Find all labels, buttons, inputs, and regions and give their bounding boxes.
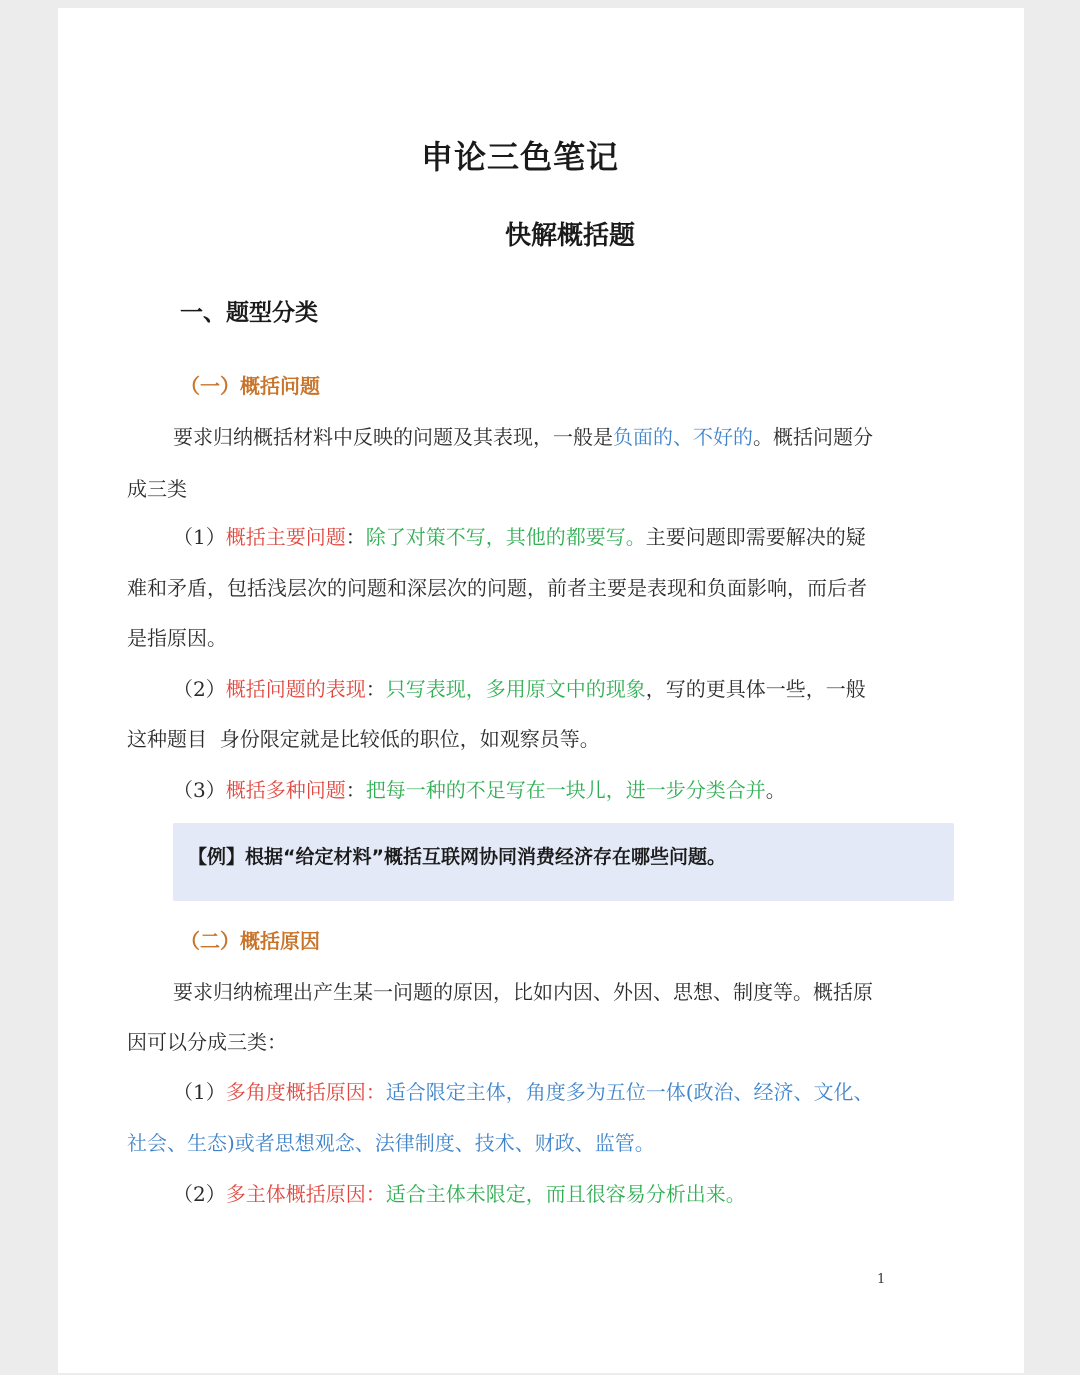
problems-intro-line1 [173,421,873,450]
problems-item1-line3: 是指原因。 [127,626,227,650]
item-number: （1） [173,525,226,549]
item-label: 多主体概括原因： [225,1182,386,1206]
item-text: ，写的更具体一些，一般 [645,677,866,701]
item-colon: ： [365,677,386,701]
item-green-text: 适合主体未限定，而且很容易分析出来。 [385,1182,746,1206]
problems-item1-line1 [173,521,866,550]
item-label: 概括多种问题 [225,778,346,802]
subsection-heading-causes: （二）概括原因 [180,929,320,953]
item-colon: ： [345,525,366,549]
causes-item2-line1 [173,1178,746,1207]
causes-intro-line1: 要求归纳梳理出产生某一问题的原因，比如内因、外因、思想、制度等。概括原 [173,980,873,1004]
problems-item2-line1 [173,673,866,702]
problems-intro-line2: 成三类 [127,477,187,501]
item-label: 多角度概括原因： [225,1080,386,1104]
item-number: （2） [173,677,226,701]
intro-text: 要求归纳概括材料中反映的问题及其表现，一般是 [173,425,613,449]
item-green-text: 除了对策不写，其他的都要写。 [365,525,646,549]
item-number: （3） [173,778,226,802]
item-end: 。 [765,778,786,802]
problems-item1-line2: 难和矛盾，包括浅层次的问题和深层次的问题，前者主要是表现和负面影响，而后者 [127,576,867,600]
section-heading-1: 一、题型分类 [180,300,318,326]
causes-item1-line1 [173,1076,874,1105]
example-text: 【例】根据“给定材料”概括互联网协同消费经济存在哪些问题。 [188,846,726,868]
intro-text-end: 。概括问题分 [753,425,873,449]
page-number: 1 [877,1272,886,1287]
problems-item2-line2: 这种题目 身份限定就是比较低的职位，如观察员等。 [127,727,600,751]
item-blue-text: 适合限定主体，角度多为五位一体(政治、经济、文化、 [385,1080,874,1104]
item-label: 概括问题的表现 [225,677,366,701]
item-green-text: 只写表现，多用原文中的现象 [385,677,646,701]
subsection-heading-problems: （一）概括问题 [180,374,320,398]
intro-highlight: 负面的、不好的 [613,425,753,449]
item-label: 概括主要问题 [225,525,346,549]
causes-item1-line2: 社会、生态)或者思想观念、法律制度、技术、财政、监管。 [127,1131,655,1155]
problems-item3-line1 [173,774,786,803]
item-colon: ： [345,778,366,802]
item-number: （2） [173,1182,226,1206]
document-subtitle: 快解概括题 [504,221,635,251]
item-green-text: 把每一种的不足写在一块儿，进一步分类合并 [365,778,766,802]
causes-intro-line2: 因可以分成三类： [127,1030,287,1054]
document-title: 申论三色笔记 [420,138,619,176]
item-text: 主要问题即需要解决的疑 [645,525,866,549]
item-number: （1） [173,1080,226,1104]
